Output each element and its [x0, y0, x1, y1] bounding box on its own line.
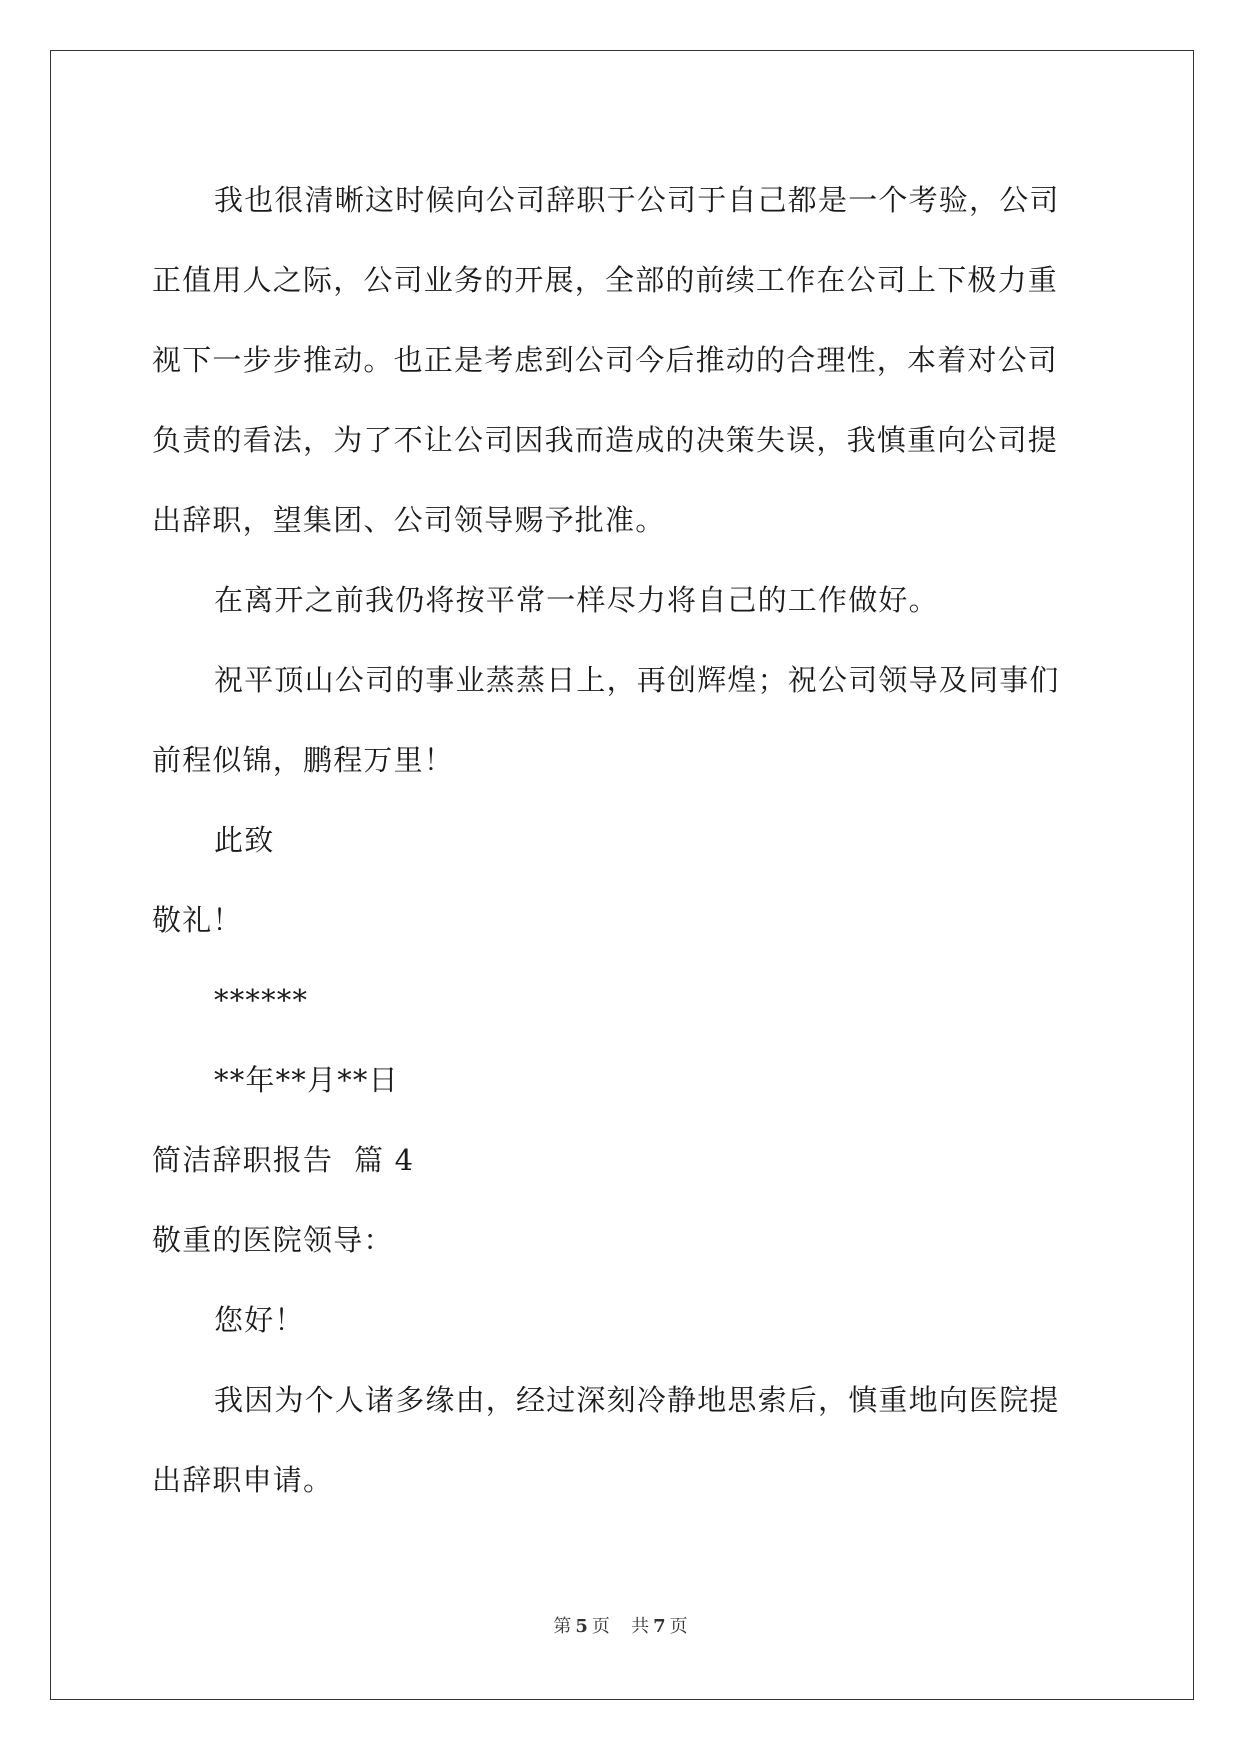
footer-total-pages: 7 [653, 1616, 666, 1637]
closing-phrase: 此致 [214, 823, 275, 857]
paragraph-line: 我也很清晰这时候向公司辞职于公司于自己都是一个考验，公司 [214, 183, 1060, 217]
footer-current-page: 5 [575, 1616, 588, 1637]
paragraph-line: 出辞职，望集团、公司领导赐予批准。 [152, 503, 666, 537]
closing-salute: 敬礼！ [152, 903, 243, 937]
date: **年**月**日 [214, 1063, 399, 1097]
paragraph-line: 出辞职申请。 [152, 1463, 334, 1497]
footer-prefix: 第 [553, 1616, 572, 1637]
signature: ****** [214, 983, 309, 1017]
section-title: 简洁辞职报告 篇 4 [152, 1143, 415, 1177]
paragraph-line: 祝平顶山公司的事业蒸蒸日上，再创辉煌；祝公司领导及同事们 [214, 663, 1060, 697]
paragraph: 在离开之前我仍将按平常一样尽力将自己的工作做好。 [214, 583, 939, 617]
salutation: 敬重的医院领导： [152, 1223, 394, 1257]
paragraph-line: 负责的看法，为了不让公司因我而造成的决策失误，我慎重向公司提 [152, 423, 1059, 457]
document-body [152, 160, 1092, 1520]
greeting: 您好！ [214, 1303, 305, 1337]
paragraph-line: 正值用人之际，公司业务的开展，全部的前续工作在公司上下极力重 [152, 263, 1059, 297]
footer-page-suffix: 页 [591, 1616, 610, 1637]
paragraph-line: 视下一步步推动。也正是考虑到公司今后推动的合理性，本着对公司 [152, 343, 1059, 377]
paragraph-line: 前程似锦，鹏程万里！ [152, 743, 455, 777]
footer-total-suffix: 页 [669, 1616, 688, 1637]
footer-total-prefix: 共 [631, 1616, 650, 1637]
paragraph-line: 我因为个人诸多缘由，经过深刻冷静地思索后，慎重地向医院提 [214, 1383, 1060, 1417]
page-footer [0, 1612, 1241, 1638]
